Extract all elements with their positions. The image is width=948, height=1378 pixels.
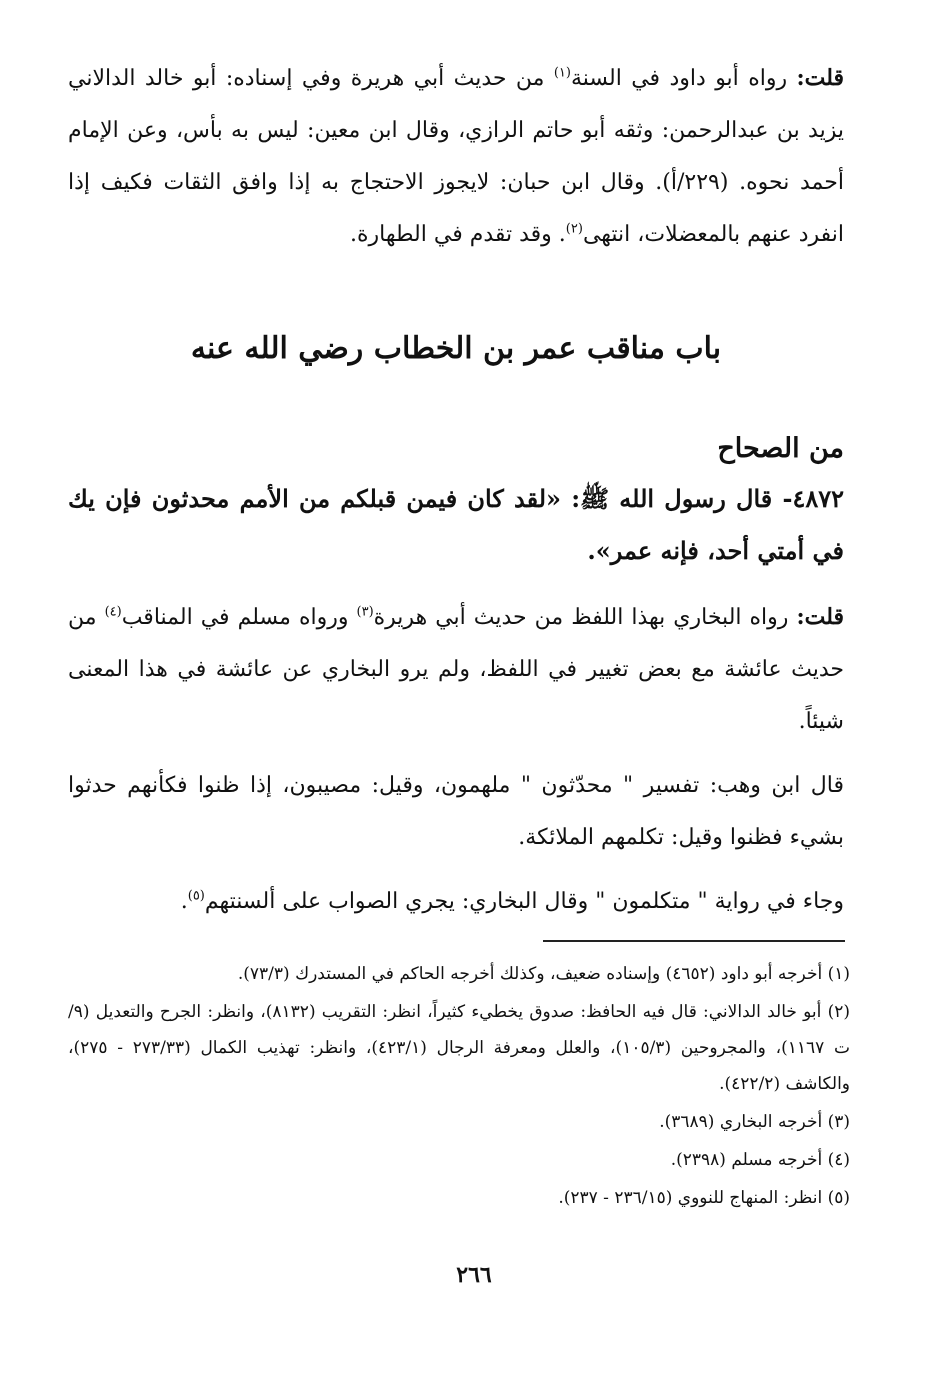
- paragraph-text: . وقد تقدم في الطهارة.: [350, 222, 566, 247]
- top-paragraph: [68, 52, 844, 261]
- footnote-4: (٤) أخرجه مسلم (٢٣٩٨).: [670, 1150, 850, 1170]
- section-heading: من الصحاح: [717, 433, 844, 464]
- paragraph-text: من حديث عائشة مع بعض تغيير في اللفظ، ولم يرو البخاري عن عائشة في هذا المعنى شيئاً.: [68, 605, 844, 734]
- chapter-title: باب مناقب عمر بن الخطاب رضي الله عنه: [190, 331, 722, 366]
- paragraph-text: ورواه مسلم في المناقب: [121, 605, 349, 630]
- paragraph-text: رواه البخاري بهذا اللفظ من حديث أبي هريرة: [373, 605, 789, 630]
- paragraph-text: .: [180, 889, 188, 914]
- footnote-ref: (٥): [187, 888, 205, 904]
- footnote-divider: [543, 940, 845, 942]
- ibn-wahb-paragraph: قال ابن وهب: تفسير " محدّثون " ملهمون، وقيل: مصيبون، إذا ظنوا فكأنهم حدثوا بشيء فظنوا وقيل: تكلمهم الملائكة.: [68, 773, 844, 850]
- footnote-ref: (٢): [565, 221, 583, 237]
- page-body: [68, 52, 844, 928]
- footnote-ref: (١): [553, 65, 571, 81]
- qultu-label: قلت:: [796, 65, 845, 91]
- hadith-number: ٤٨٧٢-: [782, 484, 844, 513]
- footnote-ref: (٤): [104, 604, 122, 620]
- paragraph-text: رواه أبو داود في السنة: [570, 66, 788, 91]
- paragraph-text: من حديث أبي هريرة وفي إسناده: أبو خالد الدالاني يزيد بن عبدالرحمن: وثقه أبو حاتم الرازي، وقال ابن معين: ليس به بأس، وعن الإمام أحمد نحوه. (٢٢٩/أ). وقال ابن حبان: لايجوز الاحتجاج به إذا وافق الثقات فكيف إذا انفرد عنهم بالمعضلات، انتهى: [68, 66, 844, 247]
- page-number: ٢٦٦: [456, 1262, 492, 1288]
- footnotes: [68, 956, 850, 1218]
- footnote-1: (١) أخرجه أبو داود (٤٦٥٢) وإسناده ضعيف، وكذلك أخرجه الحاكم في المستدرك (٧٣/٣).: [237, 964, 850, 984]
- footnote-3: (٣) أخرجه البخاري (٣٦٨٩).: [659, 1112, 850, 1132]
- footnote-2: (٢) أبو خالد الدالاني: قال فيه الحافظ: صدوق يخطيء كثيراً، انظر: التقريب (٨١٣٢)، وانظر: الجرح والتعديل (٩/ت ١١٦٧)، والمجروحين (١٠٥/٣)، والعلل ومعرفة الرجال (٤٢٣/١)، وانظر: تهذيب الكمال (٢٧٣/٣٣ - ٢٧٥)، والكاشف (٤٢٢/٢).: [68, 1002, 850, 1094]
- footnote-ref: (٣): [356, 604, 374, 620]
- riwaya-paragraph: [68, 876, 844, 928]
- qultu-label: قلت:: [796, 604, 844, 630]
- hadith-text: [68, 473, 844, 577]
- hadith-body: قال رسول الله ﷺ: «لقد كان فيمن قبلكم من الأمم محدثون فإن يك في أمتي أحد، فإنه عمر».: [68, 484, 844, 565]
- footnote-5: (٥) انظر: المنهاج للنووي (٢٣٦/١٥ - ٢٣٧).: [558, 1188, 850, 1208]
- commentary-paragraph: [68, 591, 844, 748]
- paragraph-text: وجاء في رواية " متكلمون " وقال البخاري: يجري الصواب على ألسنتهم: [204, 889, 844, 914]
